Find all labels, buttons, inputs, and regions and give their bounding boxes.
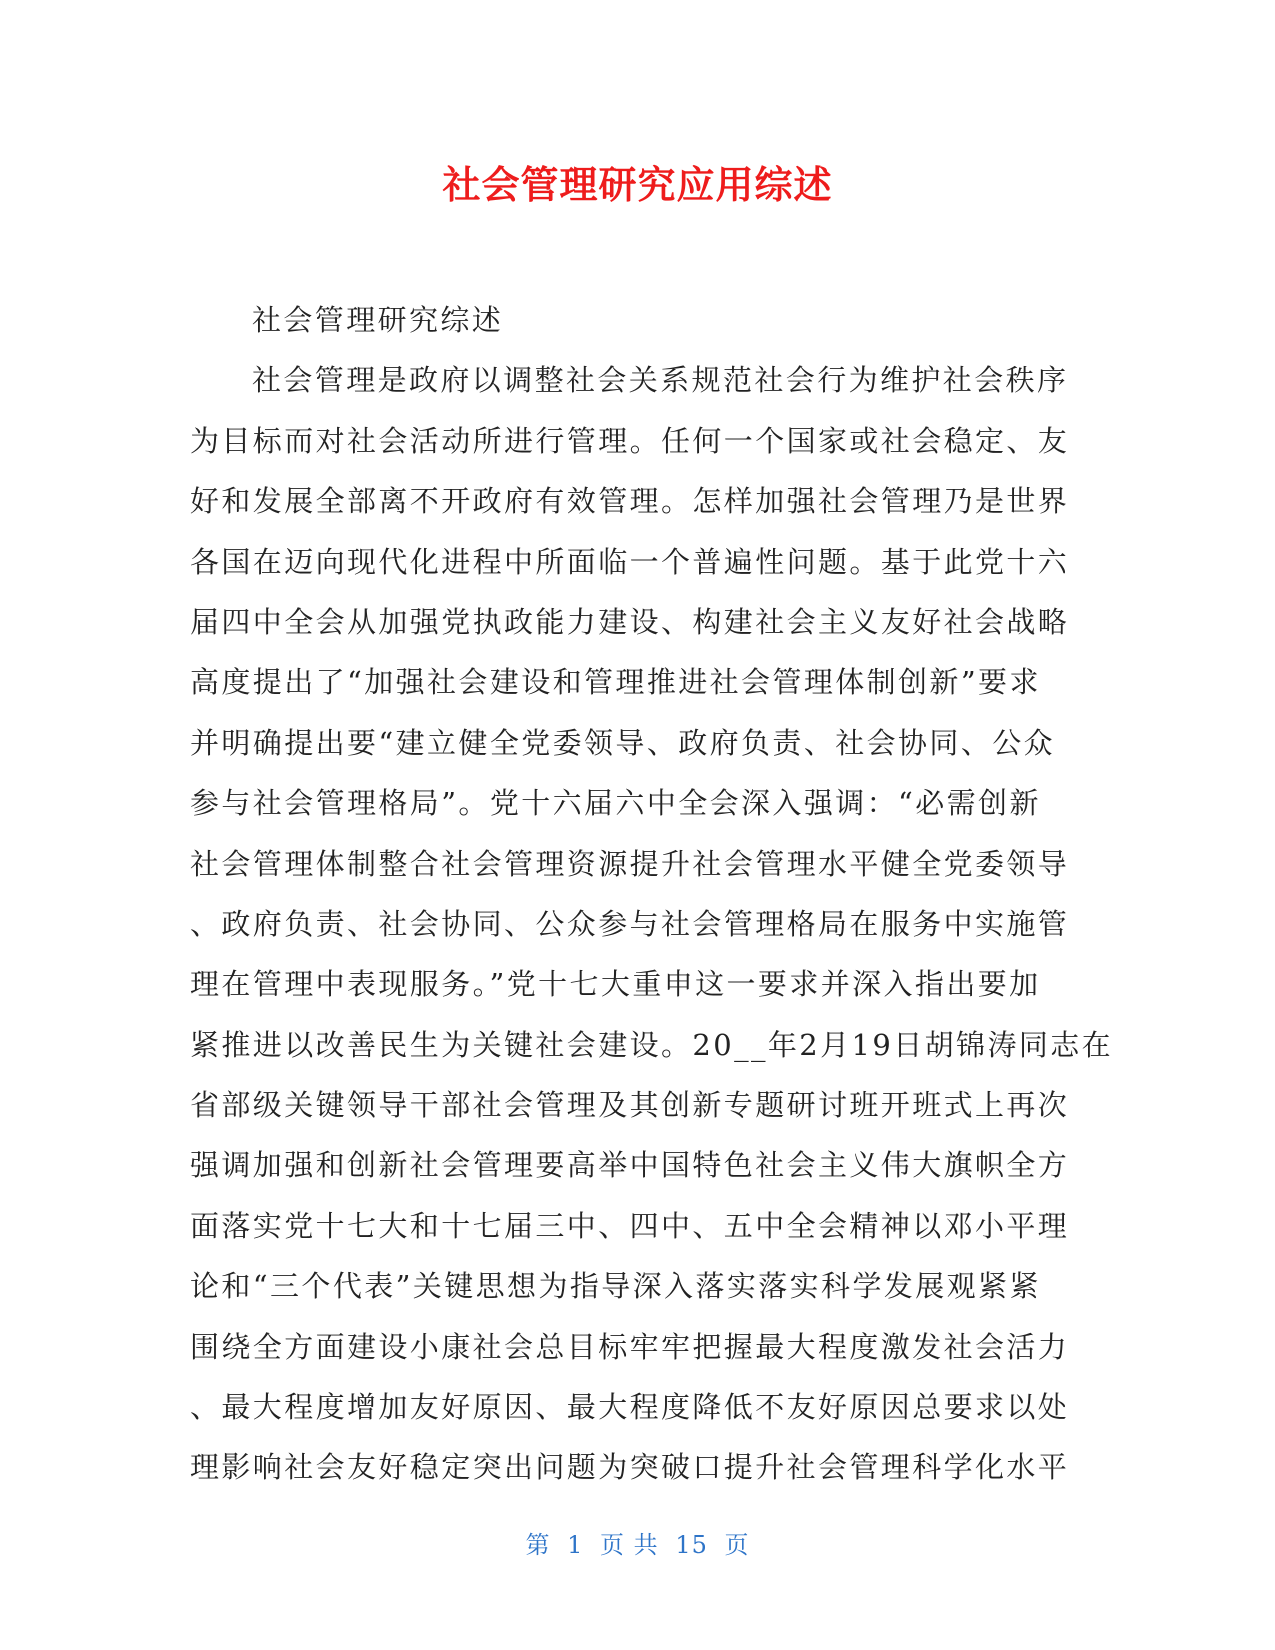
paragraph-line: 、政府负责、社会协同、公众参与社会管理格局在服务中实施管 [190,906,1070,941]
footer-suffix: 页 [724,1531,750,1559]
document-body [190,290,1114,1498]
paragraph-line: 面落实党十七大和十七届三中、四中、五中全会精神以邓小平理 [190,1208,1070,1243]
page-footer [0,1530,1275,1560]
paragraph-line: 社会管理是政府以调整社会关系规范社会行为维护社会秩序 [252,363,1069,398]
footer-middle: 页 共 [600,1531,659,1559]
footer-current-page: 1 [567,1531,584,1559]
paragraph-line: 好和发展全部离不开政府有效管理。怎样加强社会管理乃是世界 [190,484,1070,519]
paragraph-line: 论和“三个代表”关键思想为指导深入落实落实科学发展观紧紧 [190,1269,1041,1304]
paragraph-line: 围绕全方面建设小康社会总目标牢牢把握最大程度激发社会活力 [190,1329,1070,1364]
paragraph-line: 参与社会管理格局”。党十六届六中全会深入强调：“必需创新 [190,786,1041,821]
paragraph-line: 各国在迈向现代化进程中所面临一个普遍性问题。基于此党十六 [190,544,1070,579]
paragraph-line: 紧推进以改善民生为关键社会建设。20__年2月19日胡锦涛同志在 [190,1027,1114,1062]
paragraph-line: 、最大程度增加友好原因、最大程度降低不友好原因总要求以处 [190,1390,1070,1425]
paragraph-line: 理在管理中表现服务。”党十七大重申这一要求并深入指出要加 [190,967,1041,1002]
paragraph-line: 理影响社会友好稳定突出问题为突破口提升社会管理科学化水平 [190,1450,1070,1485]
footer-total-pages: 15 [675,1531,708,1559]
paragraph-line: 届四中全会从加强党执政能力建设、构建社会主义友好社会战略 [190,604,1070,639]
document-title: 社会管理研究应用综述 [442,163,833,207]
footer-prefix: 第 [525,1531,551,1559]
paragraph-line: 社会管理体制整合社会管理资源提升社会管理水平健全党委领导 [190,846,1070,881]
paragraph-line: 强调加强和创新社会管理要高举中国特色社会主义伟大旗帜全方 [190,1148,1070,1183]
paragraph-line: 高度提出了“加强社会建设和管理推进社会管理体制创新”要求 [190,665,1041,700]
paragraph-line: 省部级关键领导干部社会管理及其创新专题研讨班开班式上再次 [190,1088,1070,1123]
paragraph-line: 为目标而对社会活动所进行管理。任何一个国家或社会稳定、友 [190,423,1070,458]
paragraph-line: 并明确提出要“建立健全党委领导、政府负责、社会协同、公众 [190,725,1056,760]
document-subtitle: 社会管理研究综述 [252,303,504,337]
